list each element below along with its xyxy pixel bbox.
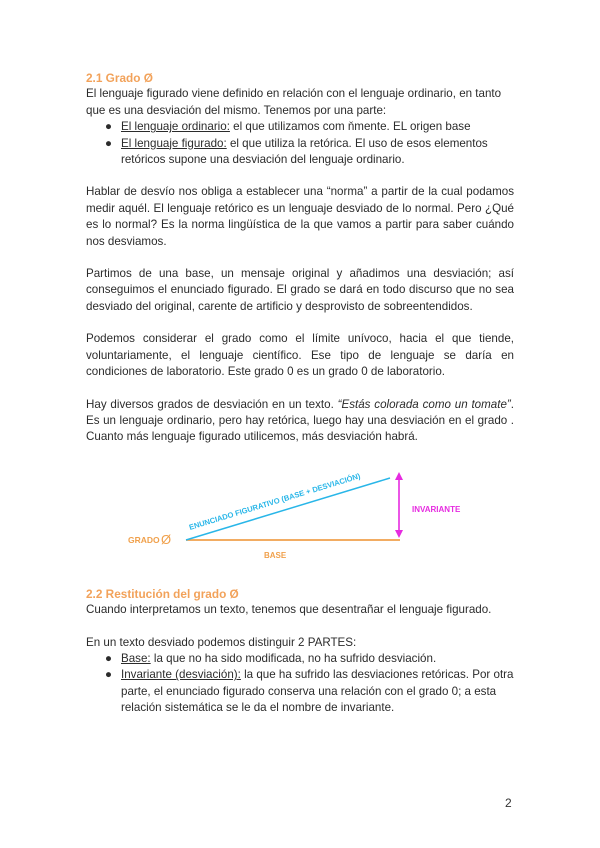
- grado-label: GRADO: [128, 534, 160, 545]
- list-item-text: el que utiliza la retórica. El uso de esos elementos retóricos supone una desviación del lenguaje ordinario.: [121, 136, 488, 167]
- list-item-text: el que utilizamos com ňmente. EL origen base: [229, 120, 471, 134]
- paragraph: [86, 397, 514, 446]
- hypotenuse-label: ENUNCIADO FIGURATIVO (BASE + DESVIACIÓN): [187, 471, 362, 532]
- paragraph: Cuando interpretamos un texto, tenemos que desentrañar el lenguaje figurado.: [86, 603, 492, 617]
- paragraph-text: . Es un lenguaje ordinario, pero hay retórica, luego hay una desviación en el grado . Cuanto más lenguaje figurado utilicemos, más desviación habrá.: [86, 397, 514, 444]
- grado-cero-diagram: [86, 454, 514, 582]
- list-item-text: la que ha sufrido las desviaciones retóricas. Por otra parte, el enunciado figurado conserva una relación con el grado 0; a esta relación sistemática se le da el nombre de invariante.: [121, 668, 514, 715]
- list-item: [86, 136, 514, 169]
- hypotenuse-line: [186, 478, 390, 540]
- list-item: [86, 119, 514, 135]
- list-item-text: la que no ha sido modificada, no ha sufrido desviación.: [150, 651, 437, 665]
- list-item: [86, 667, 514, 716]
- list-item-term: El lenguaje figurado:: [121, 136, 227, 150]
- bullet-icon: ●: [105, 668, 113, 682]
- list-item-term: Base:: [121, 651, 151, 665]
- base-label: BASE: [264, 550, 287, 560]
- page-number: 2: [505, 796, 512, 810]
- paragraph: En un texto desviado podemos distinguir 2 PARTES:: [86, 635, 357, 649]
- list-item: [86, 651, 514, 667]
- bullet-list: [86, 651, 514, 717]
- grado-symbol: Ø: [161, 531, 172, 547]
- paragraph: Hablar de desvío nos obliga a establecer una “norma” a partir de la cual podamos medir aquél. El lenguaje retórico es un lenguaje desviado de lo normal. Pero ¿Qué es lo normal? Es la norma lingüística de la que vamos a partir para saber cuándo nos desviamos.: [86, 185, 514, 248]
- page-content: [86, 70, 514, 717]
- paragraph: Partimos de una base, un mensaje original y añadimos una desviación; así conseguimos el enunciado figurado. El grado se dará en todo discurso que no sea desviado del original, carente de artificio y desprovisto de sobreentendidos.: [86, 267, 514, 313]
- bullet-icon: ●: [105, 136, 113, 150]
- section-heading-grado-cero: 2.1 Grado Ø: [86, 71, 153, 85]
- list-item-term: Invariante (desviación):: [121, 668, 241, 682]
- bullet-list: [86, 119, 514, 168]
- diagram-svg: [86, 454, 514, 582]
- bullet-icon: ●: [105, 120, 113, 134]
- paragraph: El lenguaje figurado viene definido en relación con el lenguaje ordinario, en tanto que es una desviación del mismo. Tenemos por una parte:: [86, 87, 502, 117]
- invariante-label: INVARIANTE: [412, 504, 461, 514]
- bullet-icon: ●: [105, 651, 113, 665]
- paragraph-text: Hay diversos grados de desviación en un texto.: [86, 397, 338, 411]
- section-heading-restitucion: 2.2 Restitución del grado Ø: [86, 586, 239, 601]
- quote-example: “Estás colorada como un tomate”: [337, 397, 511, 411]
- list-item-term: El lenguaje ordinario:: [121, 120, 230, 134]
- paragraph: Podemos considerar el grado como el límite unívoco, hacia el que tiende, voluntariamente, el lenguaje científico. Ese tipo de lenguaje se daría en condiciones de laboratorio. Este grado 0 es un grado 0 de laboratorio.: [86, 332, 514, 379]
